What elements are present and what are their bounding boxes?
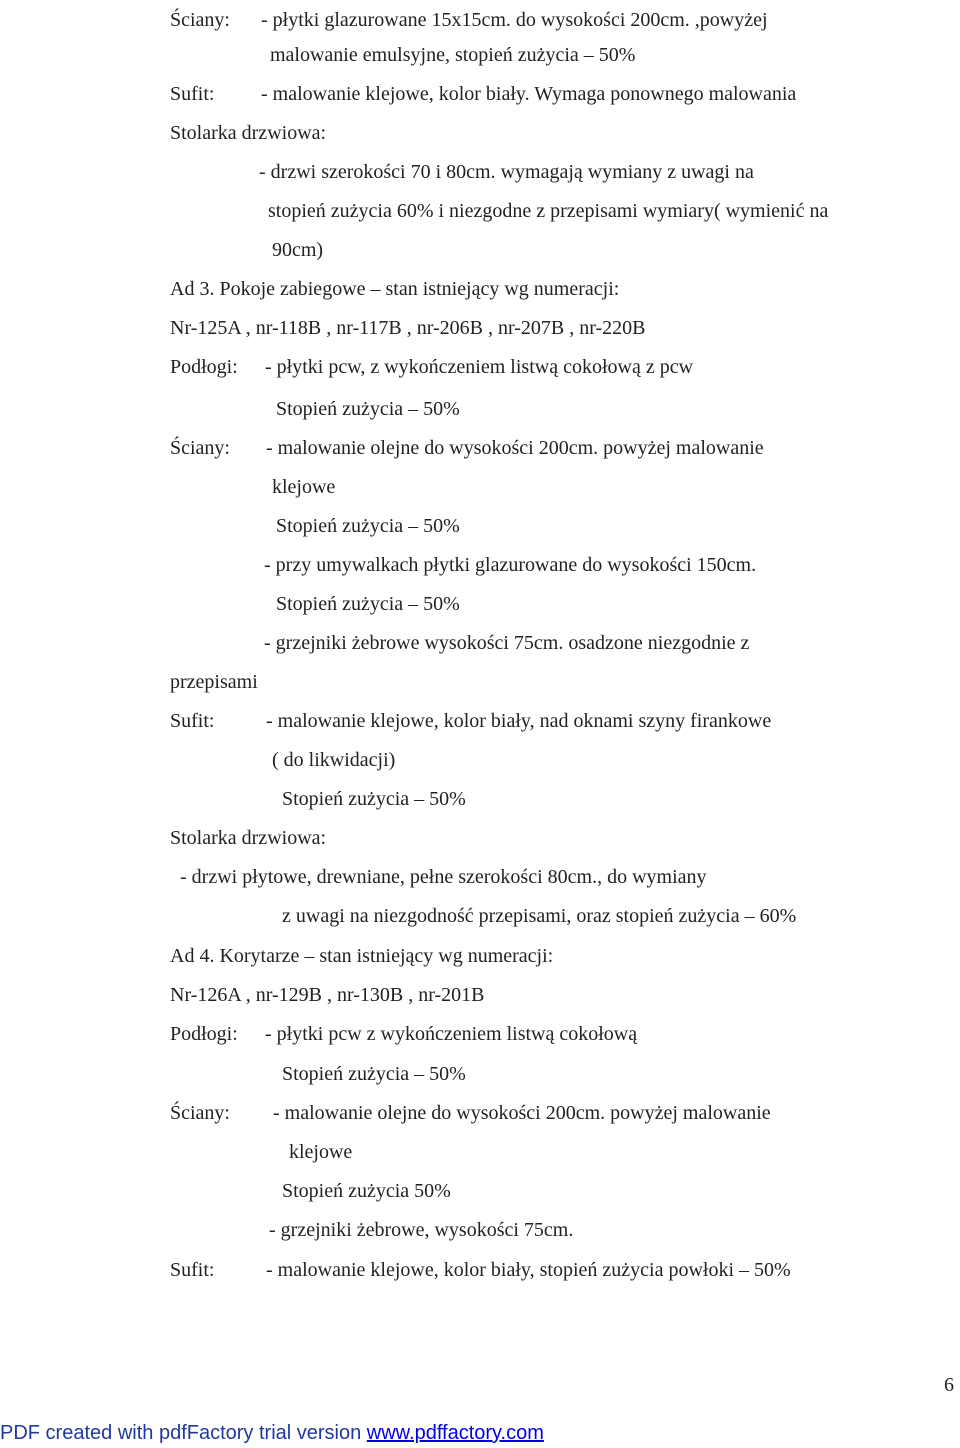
line-text: Ad 4. Korytarze – stan istniejący wg numeracji:: [170, 945, 554, 967]
text-line: [276, 390, 460, 429]
text-line: [272, 741, 395, 780]
text-line: [170, 270, 619, 309]
line-text: ( do likwidacji): [272, 749, 396, 771]
line-text: 90cm): [272, 239, 324, 261]
text-line: [269, 1211, 573, 1250]
text-line: [259, 153, 754, 192]
text-line: [268, 192, 828, 231]
line-text: - malowanie olejne do wysokości 200cm. powyżej malowanie: [266, 437, 764, 459]
line-text: klejowe: [289, 1141, 353, 1163]
line-text: Stolarka drzwiowa:: [170, 122, 327, 144]
line-text: malowanie emulsyjne, stopień zużycia – 50%: [270, 44, 636, 66]
line-text: Nr-126A , nr-129B , nr-130B , nr-201B: [170, 984, 485, 1006]
text-line: [272, 231, 323, 270]
line-label: Podłogi:: [170, 1023, 238, 1045]
line-text: Stopień zużycia – 50%: [282, 788, 466, 810]
text-line: [170, 1094, 771, 1133]
text-line: [170, 114, 326, 153]
line-text: - płytki pcw, z wykończeniem listwą cokołową z pcw: [265, 356, 694, 378]
line-text: - przy umywalkach płytki glazurowane do wysokości 150cm.: [264, 554, 757, 576]
line-label: Ściany:: [170, 9, 230, 31]
line-text: - malowanie klejowe, kolor biały, stopień zużycia powłoki – 50%: [266, 1259, 791, 1281]
line-text: klejowe: [272, 476, 336, 498]
line-label: Podłogi:: [170, 356, 238, 378]
line-text: Stopień zużycia – 50%: [282, 1063, 466, 1085]
page-number: 6: [944, 1374, 954, 1396]
line-text: Stopień zużycia – 50%: [276, 515, 460, 537]
text-line: [170, 1, 768, 40]
text-line: [170, 1015, 637, 1054]
line-text: - drzwi szerokości 70 i 80cm. wymagają wymiany z uwagi na: [259, 161, 754, 183]
text-line: [272, 468, 335, 507]
line-text: - malowanie olejne do wysokości 200cm. powyżej malowanie: [273, 1102, 771, 1124]
text-line: [289, 1133, 352, 1172]
line-text: - grzejniki żebrowe wysokości 75cm. osadzone niezgodnie z: [264, 632, 750, 654]
text-line: [276, 507, 460, 546]
text-line: [282, 897, 796, 936]
line-text: - drzwi płytowe, drewniane, pełne szerokości 80cm., do wymiany: [180, 866, 707, 888]
text-line: [264, 546, 756, 585]
line-text: - malowanie klejowe, kolor biały, nad oknami szyny firankowe: [266, 710, 772, 732]
text-line: [170, 75, 796, 114]
text-line: [170, 819, 326, 858]
text-line: [276, 585, 460, 624]
text-line: [170, 1251, 791, 1290]
line-text: - malowanie klejowe, kolor biały. Wymaga ponownego malowania: [261, 83, 797, 105]
line-text: z uwagi na niezgodność przepisami, oraz stopień zużycia – 60%: [282, 905, 797, 927]
line-text: Stopień zużycia – 50%: [276, 398, 460, 420]
text-line: [282, 1172, 451, 1211]
pdf-footer: [0, 1419, 544, 1447]
text-line: [170, 663, 258, 702]
text-line: [180, 858, 707, 897]
text-line: [170, 976, 484, 1015]
footer-text: PDF created with pdfFactory trial version: [0, 1422, 367, 1444]
text-line: [270, 36, 635, 75]
text-line: [282, 1055, 466, 1094]
line-label: Sufit:: [170, 83, 215, 105]
line-label: Sufit:: [170, 1259, 215, 1281]
line-text: Stolarka drzwiowa:: [170, 827, 327, 849]
line-text: - płytki pcw z wykończeniem listwą cokołową: [265, 1023, 638, 1045]
text-line: [170, 702, 771, 741]
text-line: [264, 624, 749, 663]
text-line: [170, 309, 646, 348]
line-text: - płytki glazurowane 15x15cm. do wysokości 200cm. ,powyżej: [261, 9, 768, 31]
line-label: Sufit:: [170, 710, 215, 732]
text-line: [170, 348, 693, 387]
line-text: Ad 3. Pokoje zabiegowe – stan istniejący wg numeracji:: [170, 278, 620, 300]
line-label: Ściany:: [170, 437, 230, 459]
text-line: [170, 429, 764, 468]
line-text: Stopień zużycia – 50%: [276, 593, 460, 615]
line-text: Stopień zużycia 50%: [282, 1180, 451, 1202]
text-line: [170, 937, 553, 976]
line-label: Ściany:: [170, 1102, 230, 1124]
text-line: [282, 780, 466, 819]
line-text: Nr-125A , nr-118B , nr-117B , nr-206B , nr-207B , nr-220B: [170, 317, 646, 339]
line-text: przepisami: [170, 671, 258, 693]
footer-link[interactable]: www.pdffactory.com: [366, 1422, 544, 1444]
line-text: - grzejniki żebrowe, wysokości 75cm.: [269, 1219, 574, 1241]
line-text: stopień zużycia 60% i niezgodne z przepisami wymiary( wymienić na: [268, 200, 829, 222]
